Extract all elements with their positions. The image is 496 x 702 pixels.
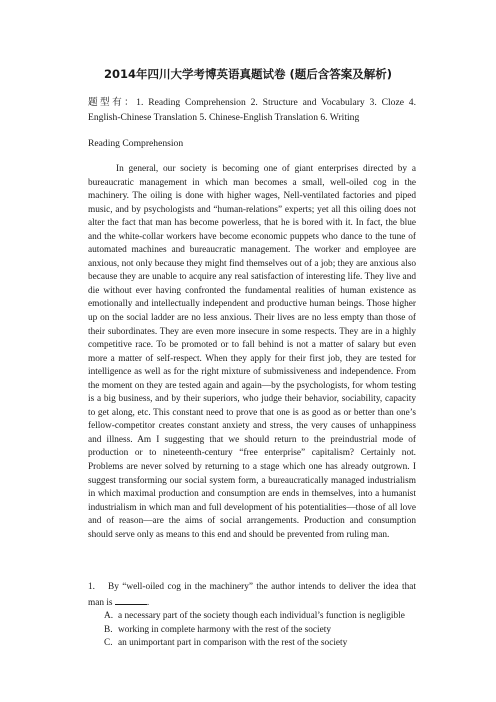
option-b-text: working in complete harmony with the rest of the society: [118, 624, 332, 635]
option-a: [88, 610, 416, 624]
document-title: 2014年四川大学考博英语真题试卷 (题后含答案及解析): [103, 67, 393, 81]
question-1: [88, 581, 416, 651]
option-a-text: a necessary part of the society though each individual’s function is negligible: [118, 611, 405, 622]
question-stem-end: .: [146, 597, 150, 608]
option-c-letter: C.: [104, 638, 113, 649]
option-b: [88, 624, 416, 638]
option-c: [88, 637, 416, 651]
option-b-letter: B.: [104, 624, 113, 635]
question-stem: [88, 581, 416, 610]
question-types-line: 题型有：1. Reading Comprehension 2. Structure and Vocabulary 3. Cloze 4. English-Chinese Translation 5. Chinese-English Translation 6. Writing: [88, 97, 416, 123]
question-stem-text: By “well-oiled cog in the machinery” the author intends to deliver the idea that man is: [88, 582, 416, 608]
section-title: Reading Comprehension: [88, 138, 184, 149]
answer-blank: [115, 595, 147, 605]
question-number: 1.: [88, 582, 95, 592]
option-c-text: an unimportant part in comparison with the rest of the society: [118, 638, 348, 649]
option-a-letter: A.: [104, 611, 114, 622]
reading-passage: In general, our society is becoming one of giant enterprises directed by a bureaucratic management in which man becomes a small, well-oiled cog in the machinery. The oiling is done with higher wages, Nell-ventilated factories and piped music, and by psychologists and “human-relations” experts; yet all this oiling does not alter the fact that man has become powerless, that he is bored with it. In fact, the blue and the white-collar workers have become economic puppets who dance to the tune of automated machines and bureaucratic management. The worker and employee are anxious, not only because they might find themselves out of a job; they are anxious also because they are unable to acquire any real satisfaction of interesting life. They live and die without ever having confronted the fundamental realities of human existence as emotionally and intellectually independent and productive human beings. Those higher up on the social ladder are no less anxious. Their lives are no less empty than those of their subordinates. They are even more insecure in some respects. They are in a highly competitive race. To be promoted or to fall behind is not a matter of salary but even more a matter of self-respect. When they apply for their first job, they are tested for intelligence as well as for the right mixture of submissiveness and independence. From the moment on they are tested again and again—by the psychologists, for whom testing is a big business, and by their superiors, who judge their behavior, sociability, capacity to get along, etc. This constant need to prove that one is as good as or better than one’s fellow-competitor creates constant anxiety and stress, the very causes of unhappiness and illness. Am I suggesting that we should return to the preindustrial mode of production or to nineteenth-century “free enterprise” capitalism? Certainly not. Problems are never solved by returning to a stage which one has already outgrown. I suggest transforming our social system form, a bureaucratically managed industrialism in which maximal production and consumption are ends in themselves, into a humanist industrialism in which man and full development of his potentialities—those of all love and of reason—are the aims of social arrangements. Production and consumption should serve only as means to this end and should be prevented from ruling man.: [88, 164, 416, 540]
